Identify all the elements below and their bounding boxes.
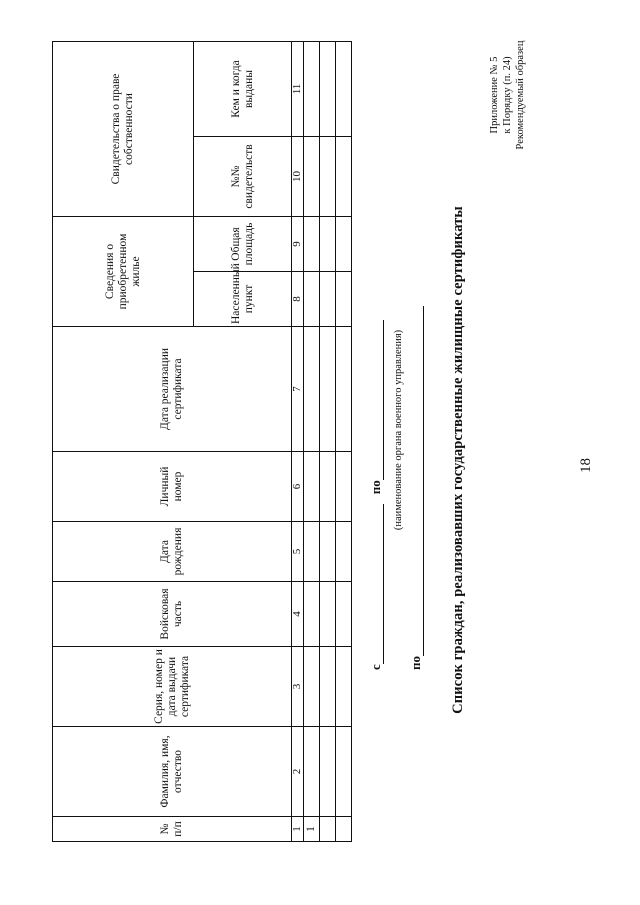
table-row [336,42,352,842]
org-name-blank [409,306,424,656]
table-cell [320,727,336,817]
col-number: 3 [292,647,304,727]
period-from-label: с [368,664,383,670]
col-number: 9 [292,217,304,272]
table-cell [336,727,352,817]
table-cell [320,137,336,217]
col-number: 11 [292,42,304,137]
col-number: 7 [292,327,304,452]
table-cell [304,327,320,452]
table-cell [304,217,320,272]
col-number: 6 [292,452,304,522]
table-cell [320,42,336,137]
table-row [304,42,320,842]
org-name-row [408,306,424,670]
period-to-label: по [368,480,383,495]
header-settlement: Населенный пункт [194,272,292,327]
table-cell [336,817,352,842]
table-cell [304,647,320,727]
table-cell [336,327,352,452]
col-number: 4 [292,582,304,647]
table-cell [320,452,336,522]
page-number: 18 [578,458,594,473]
col-number: 2 [292,727,304,817]
table-cell [304,42,320,137]
table-row [320,42,336,842]
header-certificate-series: Серия, номер и дата выдачи сертификата [53,647,292,727]
table-cell [304,582,320,647]
period-row [368,320,384,670]
table-cell [320,817,336,842]
table-cell [320,522,336,582]
col-number: 5 [292,522,304,582]
table-cell [320,582,336,647]
table-cell [336,647,352,727]
table-cell [320,327,336,452]
table-cell [336,522,352,582]
row-number: 1 [304,817,320,842]
appendix-line-3: Рекомендуемый образец [515,40,526,150]
period-from-blank [369,504,384,664]
table-cell [320,647,336,727]
table-cell [320,272,336,327]
header-row-1 [53,42,194,842]
header-issued-by: Кем и когда выданы [194,42,292,137]
table-cell [304,272,320,327]
header-total-area: Общая площадь [194,217,292,272]
table-cell [304,452,320,522]
table-cell [336,42,352,137]
table-cell [304,137,320,217]
header-birth-date: Дата рождения [53,522,292,582]
period-to-blank [369,320,384,480]
header-no: № п/п [53,817,292,842]
table-cell [336,452,352,522]
appendix-line-1: Приложение № 5 [489,56,500,134]
org-caption: (наименование органа военного управления) [393,329,404,531]
document-title: Список граждан, реализовавших государственные жилищные сертификаты [450,206,466,714]
header-group-housing: Сведения о приобретенном жилье [53,217,194,327]
column-number-row [292,42,304,842]
header-full-name: Фамилия, имя, отчество [53,727,292,817]
header-certificate-numbers: №№ свидетельств [194,137,292,217]
col-number: 8 [292,272,304,327]
appendix-line-2: к Порядку (п. 24) [502,56,513,134]
table-cell [320,217,336,272]
table-cell [304,727,320,817]
col-number: 10 [292,137,304,217]
table-cell [336,137,352,217]
appendix-note [488,20,527,170]
col-number: 1 [292,817,304,842]
table-cell [336,582,352,647]
table-cell [336,217,352,272]
table-cell [304,522,320,582]
header-military-unit: Войсковая часть [53,582,292,647]
certificates-table [52,41,352,842]
org-prefix: по [408,656,423,670]
header-realization-date: Дата реализации сертификата [53,327,292,452]
table-cell [336,272,352,327]
header-personal-number: Личный номер [53,452,292,522]
header-group-ownership: Свидетельства о праве собственности [53,42,194,217]
